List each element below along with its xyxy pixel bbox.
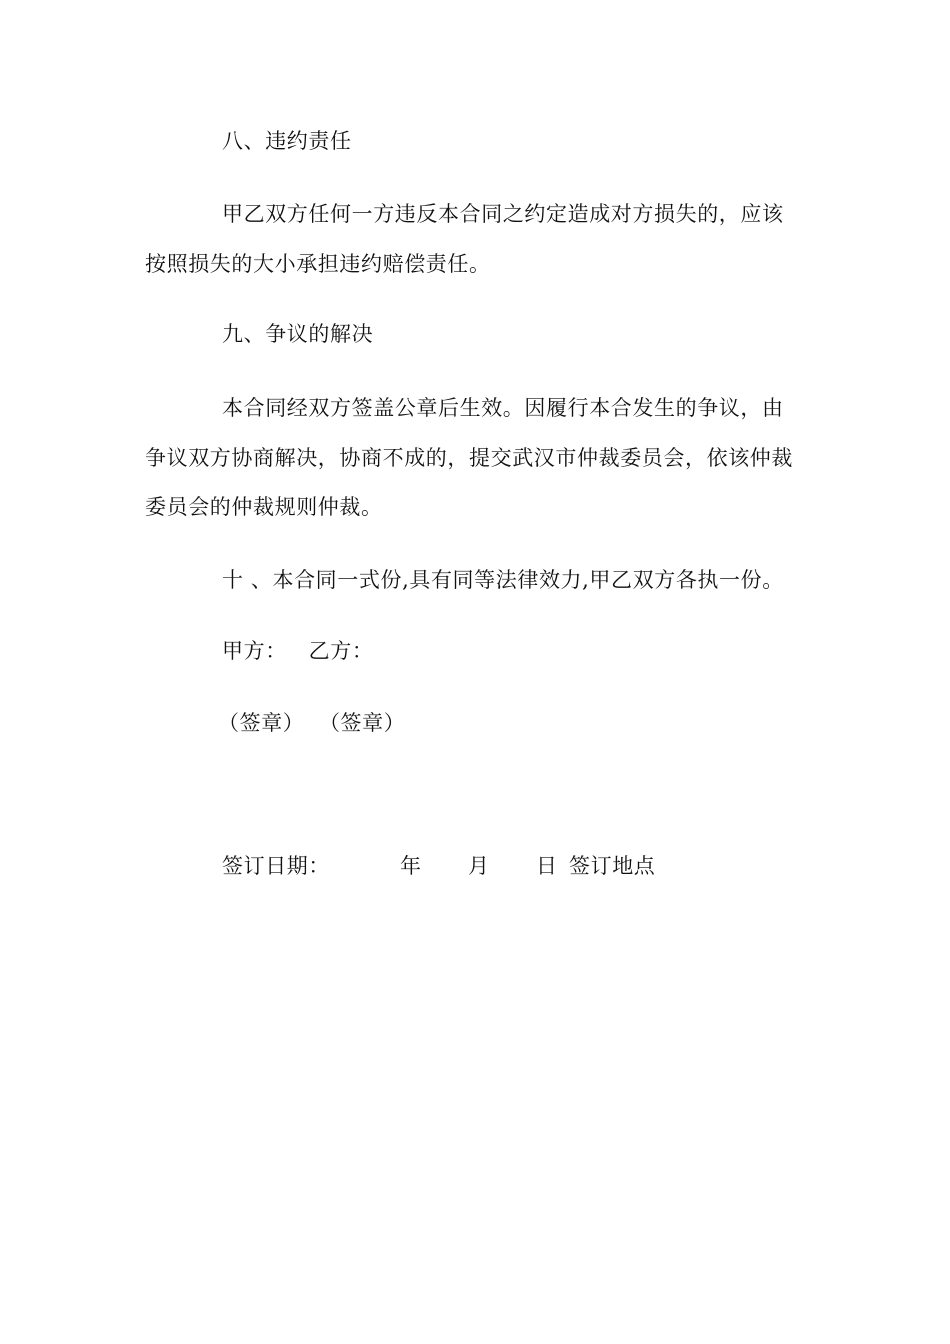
- section-9-heading: 九、争议的解决: [222, 322, 374, 346]
- signing-place-label: 签订地点: [569, 854, 656, 878]
- section-8-paragraph-line-1: 甲乙双方任何一方违反本合同之约定造成对方损失的，应该: [222, 202, 784, 226]
- month-label: 月: [468, 854, 490, 878]
- year-label: 年: [400, 854, 422, 878]
- signature-seals: （签章） （签章）: [218, 711, 406, 735]
- signing-date-row: [222, 852, 812, 880]
- section-10-text: 十 、本合同一式份,具有同等法律效力,甲乙双方各执一份。: [222, 568, 784, 592]
- day-label: 日: [536, 854, 558, 878]
- section-8-heading: 八、违约责任: [222, 129, 352, 153]
- signing-date-label: 签订日期：: [222, 854, 330, 878]
- signature-parties: 甲方： 乙方：: [222, 639, 374, 663]
- section-9-paragraph-line-2: 争议双方协商解决，协商不成的，提交武汉市仲裁委员会，依该仲裁: [145, 446, 793, 470]
- section-9-paragraph-line-3: 委员会的仲裁规则仲裁。: [145, 495, 383, 519]
- section-8-paragraph-line-2: 按照损失的大小承担违约赔偿责任。: [145, 252, 491, 276]
- section-9-paragraph-line-1: 本合同经双方签盖公章后生效。因履行本合发生的争议，由: [222, 396, 784, 420]
